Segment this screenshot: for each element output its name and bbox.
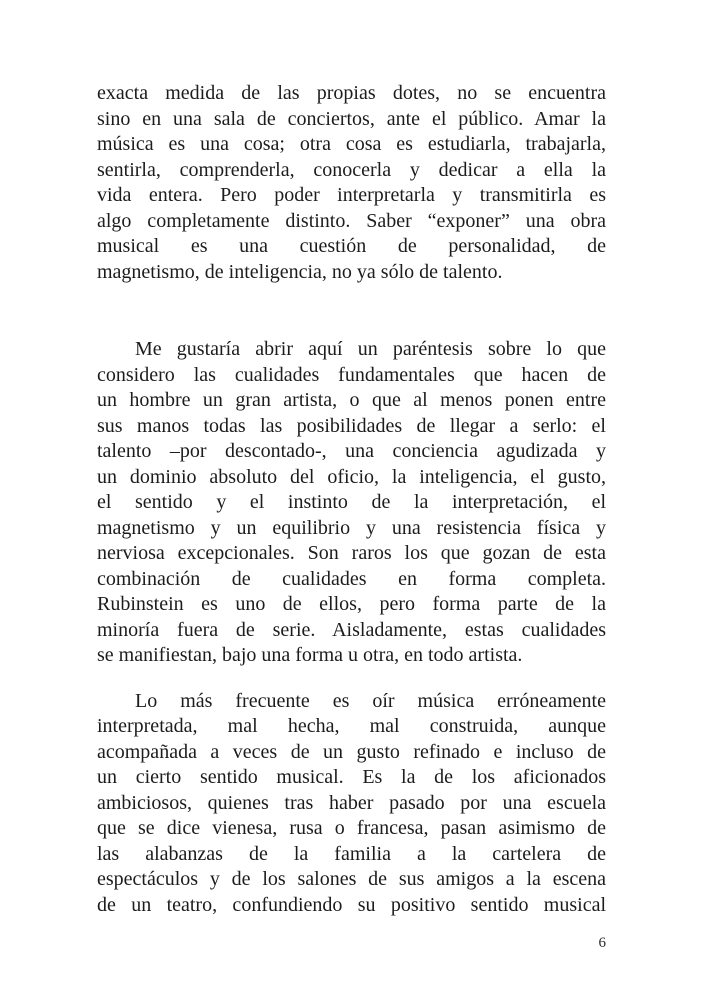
text-line: un cierto sentido musical. Es la de los aficionados [97, 766, 606, 788]
text-line: acompañada a veces de un gusto refinado e incluso de [97, 740, 606, 763]
text-line: interpretada, mal hecha, mal construida, aunque [97, 715, 606, 737]
text-line: talento –por descontado-, una conciencia agudizada y [97, 440, 606, 462]
text-line: Me gustaría abrir aquí un paréntesis sobre lo que [135, 338, 606, 360]
text-line: espectáculos y de los salones de sus amigos a la escena [97, 868, 606, 890]
text-line: algo completamente distinto. Saber “exponer” una obra [97, 209, 606, 232]
text-block [97, 81, 606, 918]
text-line: un hombre un gran artista, o que al menos ponen entre [97, 389, 606, 411]
text-line: el sentido y el instinto de la interpretación, el [97, 491, 606, 513]
text-line: se manifiestan, bajo una forma u otra, en todo artista. [97, 644, 523, 666]
text-line: un dominio absoluto del oficio, la inteligencia, el gusto, [97, 465, 606, 488]
text-line: ambiciosos, quienes tras haber pasado por una escuela [97, 791, 606, 814]
text-line: sus manos todas las posibilidades de llegar a serlo: el [97, 414, 606, 437]
text-line: magnetismo, de inteligencia, no ya sólo de talento. [97, 260, 503, 283]
text-line: las alabanzas de la familia a la cartelera de [97, 842, 606, 865]
text-line: minoría fuera de serie. Aisladamente, estas cualidades [97, 618, 606, 641]
text-line: exacta medida de las propias dotes, no se encuentra [97, 82, 606, 104]
text-line: de un teatro, confundiendo su positivo sentido musical [97, 893, 606, 916]
text-line: música es una cosa; otra cosa es estudiarla, trabajarla, [97, 133, 606, 155]
text-line: combinación de cualidades en forma completa. [97, 567, 606, 590]
page-number: 6 [598, 935, 606, 951]
text-line: que se dice vienesa, rusa o francesa, pasan asimismo de [97, 817, 606, 839]
paragraph-3 [97, 689, 606, 919]
text-line: considero las cualidades fundamentales que hacen de [97, 363, 606, 386]
text-line: Rubinstein es uno de ellos, pero forma parte de la [97, 593, 606, 615]
paragraph-2 [97, 337, 606, 669]
text-line: nerviosa excepcionales. Son raros los que gozan de esta [97, 542, 606, 564]
text-line: musical es una cuestión de personalidad, de [97, 235, 606, 257]
text-line: vida entera. Pero poder interpretarla y transmitirla es [97, 184, 606, 206]
text-line: sino en una sala de conciertos, ante el público. Amar la [97, 107, 606, 130]
text-line: Lo más frecuente es oír música erróneamente [135, 689, 606, 712]
text-line: sentirla, comprenderla, conocerla y dedicar a ella la [97, 158, 606, 181]
paragraph-1 [97, 81, 606, 285]
text-line: magnetismo y un equilibrio y una resistencia física y [97, 516, 606, 539]
